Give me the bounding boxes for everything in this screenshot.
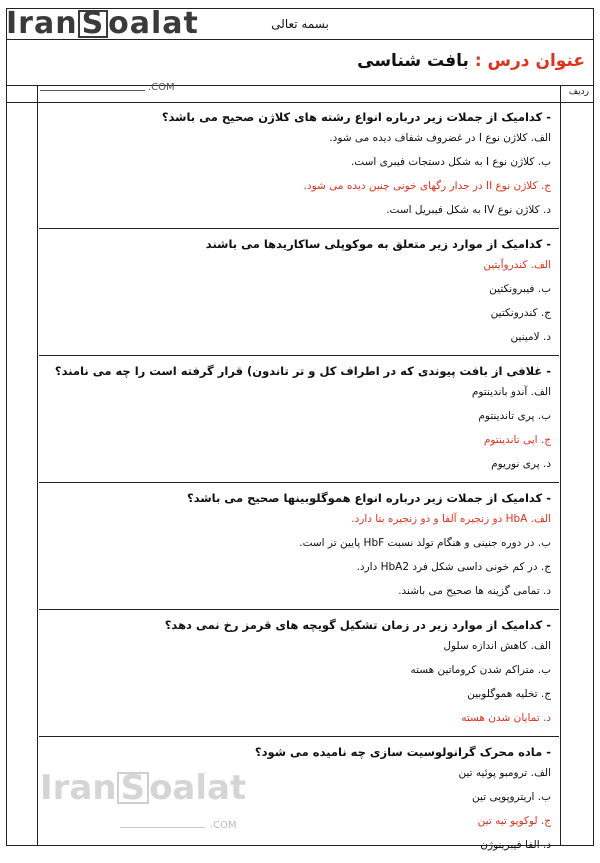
logo-underline (40, 90, 145, 91)
answer-option: الف. کلاژن نوع I در غضروف شفاف دیده می شود. (329, 132, 551, 144)
question-title: - کدامیک از جملات زیر درباره انواع رشته های کلاژن صحیح می باشد؟ (161, 110, 551, 124)
question-title: - غلافی از بافت پیوندی که در اطراف کل و تر تاندون) قرار گرفته است را چه می نامند؟ (54, 364, 551, 378)
answer-option: ج. در کم خونی داسی شکل فرد HbA2 دارد. (356, 561, 551, 573)
site-logo (6, 8, 199, 40)
exam-page (6, 8, 594, 851)
answer-option: د. تمامی گزینه ها صحیح می باشند. (398, 585, 551, 597)
lesson-title (357, 51, 585, 71)
answer-option: د. کلاژن نوع IV به شکل فیبریل است. (386, 204, 551, 216)
answer-option: ب. اریتروپویی تین (472, 791, 551, 803)
column-divider-left (37, 85, 38, 845)
column-divider-right (560, 85, 561, 845)
answer-option: ج. کندرونکتین (490, 307, 551, 319)
question-block (39, 483, 559, 598)
answer-option: د. الفا فیبرینوژن (480, 839, 551, 851)
logo-prefix: Iran (6, 6, 78, 41)
answer-option-correct: ج. لوکوپو تیه تین (477, 815, 551, 827)
answer-option: ب. فیبرونکتین (489, 283, 551, 295)
answer-option: د. لامینین (510, 331, 551, 343)
watermark-s: S (117, 772, 150, 804)
watermark-suffix: oalat (149, 768, 247, 808)
answer-option: الف. کاهش اندازه سلول (443, 640, 551, 652)
logo-s: S (78, 10, 109, 38)
question-title: - ماده محرک گرانولوسیت سازی چه نامیده می شود؟ (254, 745, 551, 759)
answer-option-correct: الف. HbA دو زنجیره آلفا و دو زنجیره بتا دارد. (351, 513, 551, 525)
question-title: - کدامیک از موارد زیر متعلق به موکوپلی ساکاریدها می باشند (205, 237, 551, 251)
header (7, 39, 593, 86)
answer-option: د. پری نوریوم (491, 458, 551, 470)
lesson-label: عنوان درس : (474, 51, 585, 71)
question-title: - کدامیک از جملات زیر درباره انواع هموگلوبینها صحیح می باشد؟ (187, 491, 551, 505)
watermark-domain: .COM (210, 820, 237, 831)
answer-option: الف. آندو باندینتوم (471, 386, 551, 398)
table-subheader (7, 85, 593, 103)
watermark-prefix: Iran (40, 768, 117, 808)
answer-option-correct: د. تمایان شدن هسته (461, 712, 551, 724)
answer-option: ج. تخلیه هموگلوبین (467, 688, 551, 700)
answer-option-correct: ج. اپی تاندینتوم (483, 434, 551, 446)
question-block (39, 610, 559, 725)
answer-option: ب. کلاژن نوع I به شکل دستجات فیبری است. (350, 156, 551, 168)
watermark-underline (120, 827, 205, 828)
lesson-name: بافت شناسی (357, 51, 469, 71)
answer-option: ب. متراکم شدن کروماتین هسته (410, 664, 551, 676)
question-block (39, 356, 559, 471)
answer-option: الف. ترومبو پوئیه تین (458, 767, 551, 779)
question-title: - کدامیک از موارد زیر در زمان تشکیل گویچه های قرمز رخ نمی دهد؟ (164, 618, 551, 632)
page-title: بسمه تعالی (7, 9, 593, 40)
answer-option: ب. در دوره جنینی و هنگام تولد نسبت HbF پایین تر است. (299, 537, 551, 549)
answer-option-correct: الف. کندروآیتین (483, 259, 551, 271)
answer-option: ب. پری تاندینتوم (478, 410, 551, 422)
answer-option-correct: ج. کلاژن نوع II در جدار رگهای خونی چنین دیده می شود. (303, 180, 551, 192)
logo-domain: .COM (148, 82, 175, 93)
logo-suffix: oalat (108, 6, 199, 41)
question-block (39, 102, 559, 217)
column-header-row-number: ردیف (568, 87, 589, 97)
watermark-logo (40, 770, 246, 806)
questions-list (39, 102, 559, 863)
question-block (39, 229, 559, 344)
